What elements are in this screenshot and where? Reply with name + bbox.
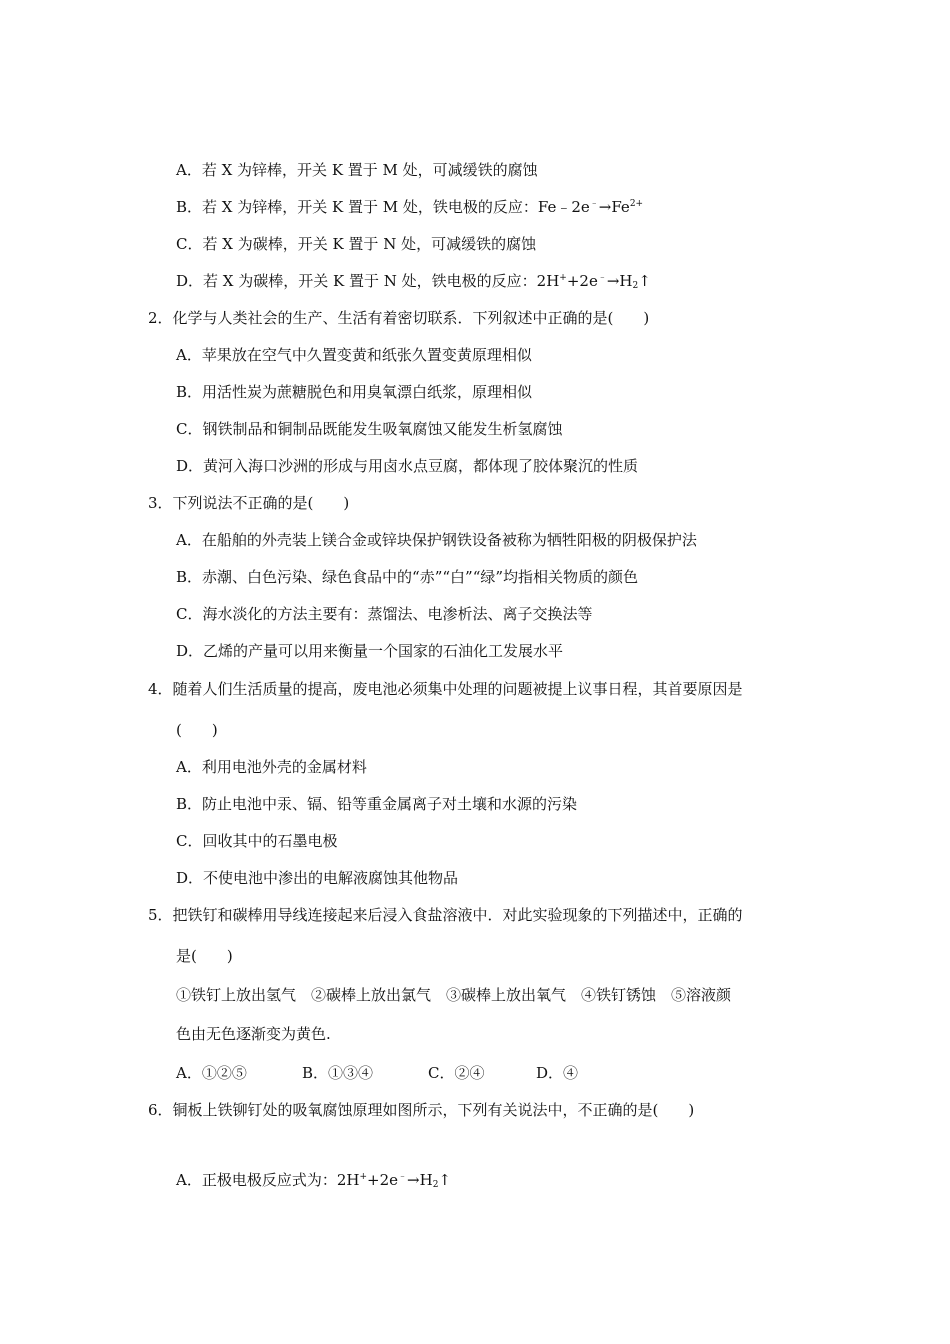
- q1-option-d-subscript: 2: [632, 281, 639, 291]
- q6-option-a-electrons: +2e: [367, 1171, 399, 1189]
- q3-option-b: B．赤潮、白色污染、绿色食品中的“赤”“白”“绿”均指相关物质的颜色: [176, 568, 639, 586]
- q4-option-a: A．利用电池外壳的金属材料: [176, 758, 367, 776]
- q2-option-d: D．黄河入海口沙洲的形成与用卤水点豆腐，都体现了胶体聚沉的性质: [176, 457, 639, 475]
- q1-option-b-charge: ﹣: [589, 199, 599, 209]
- q1-option-b-text: B．若 X 为锌棒，开关 K 置于 M 处，铁电极的反应：Fe﹣2e: [176, 198, 590, 216]
- q5-stem-continued: 是( ): [176, 947, 233, 965]
- q1-option-d-text: D．若 X 为碳棒，开关 K 置于 N 处，铁电极的反应：2H: [176, 272, 560, 290]
- q2-option-b: B．用活性炭为蔗糖脱色和用臭氧漂白纸浆，原理相似: [176, 383, 533, 401]
- q4-option-c: C．回收其中的石墨电极: [176, 832, 338, 850]
- q1-option-b-product-charge: 2+: [629, 199, 644, 209]
- q4-stem: 4．随着人们生活质量的提高，废电池必须集中处理的问题被提上议事日程，其首要原因是: [148, 680, 743, 698]
- q5-stem: 5．把铁钉和碳棒用导线连接起来后浸入食盐溶液中．对此实验现象的下列描述中，正确的: [148, 906, 743, 924]
- q1-option-c: C．若 X 为碳棒，开关 K 置于 N 处，可减缓铁的腐蚀: [176, 235, 537, 253]
- q1-option-d-electron-charge: ﹣: [597, 273, 607, 283]
- q5-option-c: C．②④: [428, 1064, 485, 1082]
- q2-option-a: A．苹果放在空气中久置变黄和纸张久置变黄原理相似: [176, 346, 532, 364]
- q1-option-d-charge: +: [559, 273, 567, 283]
- q4-stem-continued: ( ): [176, 721, 218, 739]
- q6-option-a-text: A．正极电极反应式为：2H: [176, 1171, 360, 1189]
- q3-option-a: A．在船舶的外壳装上镁合金或锌块保护钢铁设备被称为牺牲阳极的阴极保护法: [176, 531, 697, 549]
- q5-statements: ①铁钉上放出氢气 ②碳棒上放出氯气 ③碳棒上放出氧气 ④铁钉锈蚀 ⑤溶液颜: [176, 986, 732, 1004]
- q1-option-d-electrons: +2e: [566, 272, 598, 290]
- q2-stem: 2．化学与人类社会的生产、生活有着密切联系．下列叙述中正确的是( ): [148, 309, 650, 327]
- q5-option-b: B．①③④: [302, 1064, 374, 1082]
- q1-option-b-product: →Fe: [598, 198, 630, 216]
- q5-option-a: A．①②⑤: [176, 1064, 247, 1082]
- q6-option-a-product: →H: [407, 1171, 433, 1189]
- q5-statements-continued: 色由无色逐渐变为黄色.: [176, 1025, 331, 1043]
- q6-option-a-charge: +: [359, 1172, 368, 1182]
- q1-option-b: [176, 197, 643, 217]
- q3-stem: 3．下列说法不正确的是( ): [148, 494, 350, 512]
- q6-option-a-gas-arrow: ↑: [438, 1171, 451, 1189]
- q1-option-d-product: →H: [606, 272, 633, 290]
- q5-option-d: D．④: [536, 1064, 579, 1082]
- q6-option-a: [176, 1170, 451, 1190]
- q1-option-a: A．若 X 为锌棒，开关 K 置于 M 处，可减缓铁的腐蚀: [176, 161, 538, 179]
- q6-option-a-electron-charge: ﹣: [398, 1172, 408, 1182]
- q6-option-a-subscript: 2: [432, 1180, 439, 1190]
- q4-option-d: D．不使电池中渗出的电解液腐蚀其他物品: [176, 869, 459, 887]
- q6-stem: 6．铜板上铁铆钉处的吸氧腐蚀原理如图所示，下列有关说法中，不正确的是( ): [148, 1101, 695, 1119]
- q2-option-c: C．钢铁制品和铜制品既能发生吸氧腐蚀又能发生析氢腐蚀: [176, 420, 563, 438]
- q3-option-c: C．海水淡化的方法主要有：蒸馏法、电渗析法、离子交换法等: [176, 605, 593, 623]
- q1-option-d-gas-arrow: ↑: [638, 272, 651, 290]
- q1-option-d: [176, 271, 651, 291]
- q3-option-d: D．乙烯的产量可以用来衡量一个国家的石油化工发展水平: [176, 642, 564, 660]
- q4-option-b: B．防止电池中汞、镉、铅等重金属离子对土壤和水源的污染: [176, 795, 578, 813]
